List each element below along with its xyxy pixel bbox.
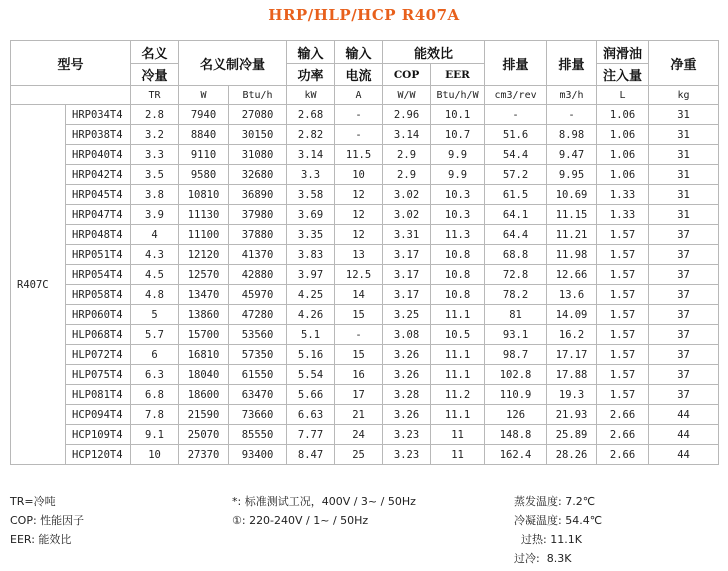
table-row [11, 365, 719, 385]
value-cell: 12 [335, 205, 383, 225]
value-cell: 72.8 [485, 265, 547, 285]
value-cell: 3.26 [383, 365, 431, 385]
value-cell: 17.88 [547, 365, 597, 385]
value-cell: 13 [335, 245, 383, 265]
value-cell: 10.8 [431, 285, 485, 305]
note-eer: EER: 能效比 [10, 533, 72, 546]
value-cell: 93400 [229, 445, 287, 465]
value-cell: 13860 [179, 305, 229, 325]
value-cell: 9.95 [547, 165, 597, 185]
note-subcooling: 过冷: 8.3K [514, 552, 572, 565]
value-cell: 1.33 [597, 205, 649, 225]
value-cell: 15 [335, 345, 383, 365]
value-cell: 9.9 [431, 145, 485, 165]
value-cell: 3.25 [383, 305, 431, 325]
header-oil-2: 注入量 [597, 64, 649, 86]
header-eer: EER [431, 64, 485, 86]
value-cell: 1.57 [597, 265, 649, 285]
value-cell: 37880 [229, 225, 287, 245]
value-cell: 10.7 [431, 125, 485, 145]
value-cell: 30150 [229, 125, 287, 145]
model-cell: HCP109T4 [66, 425, 131, 445]
value-cell: 3.26 [383, 345, 431, 365]
value-cell: 1.33 [597, 185, 649, 205]
value-cell: 102.8 [485, 365, 547, 385]
value-cell: 3.83 [287, 245, 335, 265]
header-oil-1: 润滑油 [597, 41, 649, 64]
page-title: HRP/HLP/HCP R407A [268, 6, 460, 24]
value-cell: 37 [649, 285, 719, 305]
value-cell: 16.2 [547, 325, 597, 345]
value-cell: 5 [131, 305, 179, 325]
value-cell: 37 [649, 365, 719, 385]
value-cell: 61550 [229, 365, 287, 385]
value-cell: 6.63 [287, 405, 335, 425]
table-row [11, 265, 719, 285]
value-cell: 2.82 [287, 125, 335, 145]
value-cell: 21.93 [547, 405, 597, 425]
unit-cell: A [335, 86, 383, 105]
value-cell: 37 [649, 265, 719, 285]
value-cell: 3.3 [131, 145, 179, 165]
table-row [11, 345, 719, 365]
value-cell: 4.25 [287, 285, 335, 305]
value-cell: 44 [649, 425, 719, 445]
value-cell: 148.8 [485, 425, 547, 445]
value-cell: 3.23 [383, 445, 431, 465]
value-cell: 24 [335, 425, 383, 445]
value-cell: 9.1 [131, 425, 179, 445]
value-cell: 11.98 [547, 245, 597, 265]
value-cell: 81 [485, 305, 547, 325]
notes-right [514, 492, 602, 568]
value-cell: 2.66 [597, 445, 649, 465]
value-cell: 36890 [229, 185, 287, 205]
model-cell: HRP060T4 [66, 305, 131, 325]
value-cell: 37 [649, 325, 719, 345]
value-cell: 9.9 [431, 165, 485, 185]
value-cell: 3.02 [383, 185, 431, 205]
value-cell: 37980 [229, 205, 287, 225]
value-cell: 37 [649, 345, 719, 365]
value-cell: 5.66 [287, 385, 335, 405]
value-cell: 3.17 [383, 285, 431, 305]
model-cell: HRP054T4 [66, 265, 131, 285]
value-cell: 3.17 [383, 245, 431, 265]
value-cell: 11.1 [431, 405, 485, 425]
value-cell: 11.15 [547, 205, 597, 225]
header-nominal-cooling: 名义制冷量 [179, 41, 287, 86]
table-row [11, 385, 719, 405]
value-cell: 17.17 [547, 345, 597, 365]
value-cell: 11.2 [431, 385, 485, 405]
value-cell: 3.26 [383, 405, 431, 425]
value-cell: 57350 [229, 345, 287, 365]
unit-cell: Btu/h/W [431, 86, 485, 105]
value-cell: 3.35 [287, 225, 335, 245]
value-cell: 37 [649, 245, 719, 265]
value-cell: 3.58 [287, 185, 335, 205]
value-cell: 10 [335, 165, 383, 185]
model-cell: HRP038T4 [66, 125, 131, 145]
value-cell: 31 [649, 185, 719, 205]
value-cell: 10 [131, 445, 179, 465]
value-cell: 53560 [229, 325, 287, 345]
model-cell: HLP081T4 [66, 385, 131, 405]
unit-cell: m3/h [547, 86, 597, 105]
note-superheat: 过热: 11.1K [514, 533, 582, 546]
value-cell: 32680 [229, 165, 287, 185]
value-cell: 44 [649, 445, 719, 465]
model-cell: HRP040T4 [66, 145, 131, 165]
unit-cell: kW [287, 86, 335, 105]
value-cell: 8.47 [287, 445, 335, 465]
header-nominal-capacity-1: 名义 [131, 41, 179, 64]
value-cell: 1.57 [597, 305, 649, 325]
value-cell: 162.4 [485, 445, 547, 465]
value-cell: 31 [649, 165, 719, 185]
header-weight: 净重 [649, 41, 719, 86]
value-cell: 27080 [229, 105, 287, 125]
value-cell: 1.57 [597, 225, 649, 245]
model-cell: HRP048T4 [66, 225, 131, 245]
value-cell: 1.57 [597, 345, 649, 365]
value-cell: 12570 [179, 265, 229, 285]
unit-cell: W [179, 86, 229, 105]
value-cell: 11.21 [547, 225, 597, 245]
value-cell: 10.5 [431, 325, 485, 345]
value-cell: 11.5 [335, 145, 383, 165]
table-row [11, 405, 719, 425]
model-cell: HCP094T4 [66, 405, 131, 425]
value-cell: 3.3 [287, 165, 335, 185]
value-cell: 7.8 [131, 405, 179, 425]
value-cell: 4.3 [131, 245, 179, 265]
value-cell: 12.66 [547, 265, 597, 285]
note-single-phase: ①: 220-240V / 1~ / 50Hz [232, 514, 369, 527]
value-cell: 1.57 [597, 365, 649, 385]
value-cell: 3.5 [131, 165, 179, 185]
value-cell: 11100 [179, 225, 229, 245]
value-cell: 13.6 [547, 285, 597, 305]
note-condensing-temp: 冷凝温度: 54.4℃ [514, 514, 603, 527]
unit-cell: TR [131, 86, 179, 105]
value-cell: 12 [335, 225, 383, 245]
value-cell: - [547, 105, 597, 125]
header-current-2: 电流 [335, 64, 383, 86]
value-cell: 11.1 [431, 345, 485, 365]
value-cell: 4.8 [131, 285, 179, 305]
value-cell: 10.3 [431, 205, 485, 225]
value-cell: 45970 [229, 285, 287, 305]
value-cell: 11 [431, 445, 485, 465]
spec-table [10, 40, 719, 465]
value-cell: 10.1 [431, 105, 485, 125]
value-cell: 6 [131, 345, 179, 365]
table-row [11, 225, 719, 245]
value-cell: 61.5 [485, 185, 547, 205]
value-cell: 5.1 [287, 325, 335, 345]
value-cell: 31 [649, 105, 719, 125]
header-power-2: 功率 [287, 64, 335, 86]
unit-cell: kg [649, 86, 719, 105]
value-cell: 6.8 [131, 385, 179, 405]
value-cell: 16810 [179, 345, 229, 365]
value-cell: 10.69 [547, 185, 597, 205]
header-model: 型号 [11, 41, 131, 86]
value-cell: 64.4 [485, 225, 547, 245]
value-cell: 12 [335, 185, 383, 205]
value-cell: 10.8 [431, 265, 485, 285]
value-cell: 68.8 [485, 245, 547, 265]
table-row [11, 245, 719, 265]
value-cell: 6.3 [131, 365, 179, 385]
value-cell: 54.4 [485, 145, 547, 165]
value-cell: 15 [335, 305, 383, 325]
value-cell: 3.8 [131, 185, 179, 205]
table-row [11, 145, 719, 165]
note-evaporating-temp: 蒸发温度: 7.2℃ [514, 495, 596, 508]
unit-cell: Btu/h [229, 86, 287, 105]
note-standard-conditions: *: 标准测试工况，400V / 3~ / 50Hz [232, 495, 416, 508]
table-row [11, 285, 719, 305]
value-cell: 4 [131, 225, 179, 245]
value-cell: 1.06 [597, 165, 649, 185]
value-cell: 2.9 [383, 145, 431, 165]
header-displacement: 排量 [485, 41, 547, 86]
value-cell: 126 [485, 405, 547, 425]
table-row [11, 185, 719, 205]
model-cell: HCP120T4 [66, 445, 131, 465]
refrigerant-cell: R407C [11, 105, 66, 465]
value-cell: 2.96 [383, 105, 431, 125]
unit-cell: W/W [383, 86, 431, 105]
header-displacement-2: 排量 [547, 41, 597, 86]
model-cell: HRP051T4 [66, 245, 131, 265]
notes-mid [232, 492, 416, 530]
value-cell: 1.57 [597, 385, 649, 405]
unit-cell: L [597, 86, 649, 105]
value-cell: 98.7 [485, 345, 547, 365]
value-cell: 18600 [179, 385, 229, 405]
value-cell: 3.14 [383, 125, 431, 145]
header-efficiency: 能效比 [383, 41, 485, 64]
value-cell: 11.3 [431, 225, 485, 245]
model-cell: HLP072T4 [66, 345, 131, 365]
value-cell: 3.14 [287, 145, 335, 165]
value-cell: 14.09 [547, 305, 597, 325]
value-cell: 12120 [179, 245, 229, 265]
value-cell: 18040 [179, 365, 229, 385]
note-tr: TR=冷吨 [10, 495, 56, 508]
value-cell: 85550 [229, 425, 287, 445]
model-cell: HRP034T4 [66, 105, 131, 125]
value-cell: 4.26 [287, 305, 335, 325]
table-row [11, 305, 719, 325]
value-cell: 21590 [179, 405, 229, 425]
value-cell: 10.8 [431, 245, 485, 265]
unit-cell: cm3/rev [485, 86, 547, 105]
value-cell: 8840 [179, 125, 229, 145]
value-cell: 15700 [179, 325, 229, 345]
value-cell: 28.26 [547, 445, 597, 465]
value-cell: 1.57 [597, 325, 649, 345]
value-cell: 19.3 [547, 385, 597, 405]
value-cell: 11 [431, 425, 485, 445]
value-cell: 37 [649, 225, 719, 245]
value-cell: 47280 [229, 305, 287, 325]
value-cell: 9.47 [547, 145, 597, 165]
value-cell: 3.97 [287, 265, 335, 285]
value-cell: 5.7 [131, 325, 179, 345]
notes-left [10, 492, 84, 549]
value-cell: 5.54 [287, 365, 335, 385]
value-cell: 3.08 [383, 325, 431, 345]
header-power-1: 输入 [287, 41, 335, 64]
value-cell: 37 [649, 305, 719, 325]
value-cell: 42880 [229, 265, 287, 285]
value-cell: 10810 [179, 185, 229, 205]
value-cell: 2.66 [597, 405, 649, 425]
model-cell: HRP047T4 [66, 205, 131, 225]
value-cell: 2.68 [287, 105, 335, 125]
value-cell: 64.1 [485, 205, 547, 225]
header-current-1: 输入 [335, 41, 383, 64]
value-cell: 3.17 [383, 265, 431, 285]
model-cell: HLP075T4 [66, 365, 131, 385]
value-cell: 13470 [179, 285, 229, 305]
value-cell: 2.66 [597, 425, 649, 445]
value-cell: 14 [335, 285, 383, 305]
value-cell: 9110 [179, 145, 229, 165]
value-cell: 3.28 [383, 385, 431, 405]
value-cell: 31 [649, 125, 719, 145]
value-cell: - [335, 325, 383, 345]
value-cell: 25 [335, 445, 383, 465]
value-cell: 21 [335, 405, 383, 425]
value-cell: 5.16 [287, 345, 335, 365]
value-cell: 78.2 [485, 285, 547, 305]
value-cell: 17 [335, 385, 383, 405]
value-cell: 57.2 [485, 165, 547, 185]
table-row [11, 205, 719, 225]
table-row [11, 125, 719, 145]
value-cell: 1.06 [597, 125, 649, 145]
value-cell: 3.02 [383, 205, 431, 225]
value-cell: 2.8 [131, 105, 179, 125]
value-cell: 1.57 [597, 285, 649, 305]
value-cell: 11130 [179, 205, 229, 225]
value-cell: - [485, 105, 547, 125]
table-row [11, 425, 719, 445]
model-cell: HRP045T4 [66, 185, 131, 205]
value-cell: 11.1 [431, 365, 485, 385]
value-cell: 4.5 [131, 265, 179, 285]
value-cell: 25.89 [547, 425, 597, 445]
value-cell: 1.06 [597, 105, 649, 125]
model-cell: HRP042T4 [66, 165, 131, 185]
value-cell: 3.23 [383, 425, 431, 445]
value-cell: 1.57 [597, 245, 649, 265]
table-row [11, 105, 719, 125]
value-cell: 7940 [179, 105, 229, 125]
value-cell: 37 [649, 385, 719, 405]
value-cell: 1.06 [597, 145, 649, 165]
model-cell: HRP058T4 [66, 285, 131, 305]
value-cell: 51.6 [485, 125, 547, 145]
value-cell: 63470 [229, 385, 287, 405]
value-cell: - [335, 105, 383, 125]
value-cell: 31 [649, 205, 719, 225]
value-cell: 93.1 [485, 325, 547, 345]
value-cell: 41370 [229, 245, 287, 265]
value-cell: 27370 [179, 445, 229, 465]
value-cell: 16 [335, 365, 383, 385]
value-cell: 110.9 [485, 385, 547, 405]
table-row [11, 165, 719, 185]
unit-blank [11, 86, 131, 105]
value-cell: 7.77 [287, 425, 335, 445]
value-cell: 44 [649, 405, 719, 425]
value-cell: 11.1 [431, 305, 485, 325]
value-cell: 2.9 [383, 165, 431, 185]
value-cell: 25070 [179, 425, 229, 445]
model-cell: HLP068T4 [66, 325, 131, 345]
value-cell: 12.5 [335, 265, 383, 285]
value-cell: 31080 [229, 145, 287, 165]
header-nominal-capacity-2: 冷量 [131, 64, 179, 86]
value-cell: 3.9 [131, 205, 179, 225]
unit-row [11, 86, 719, 105]
value-cell: 3.2 [131, 125, 179, 145]
value-cell: 73660 [229, 405, 287, 425]
table-row [11, 445, 719, 465]
value-cell: 8.98 [547, 125, 597, 145]
value-cell: 3.31 [383, 225, 431, 245]
value-cell: - [335, 125, 383, 145]
value-cell: 9580 [179, 165, 229, 185]
header-cop: COP [383, 64, 431, 86]
value-cell: 31 [649, 145, 719, 165]
value-cell: 10.3 [431, 185, 485, 205]
table-row [11, 325, 719, 345]
note-cop: COP: 性能因子 [10, 514, 85, 527]
value-cell: 3.69 [287, 205, 335, 225]
